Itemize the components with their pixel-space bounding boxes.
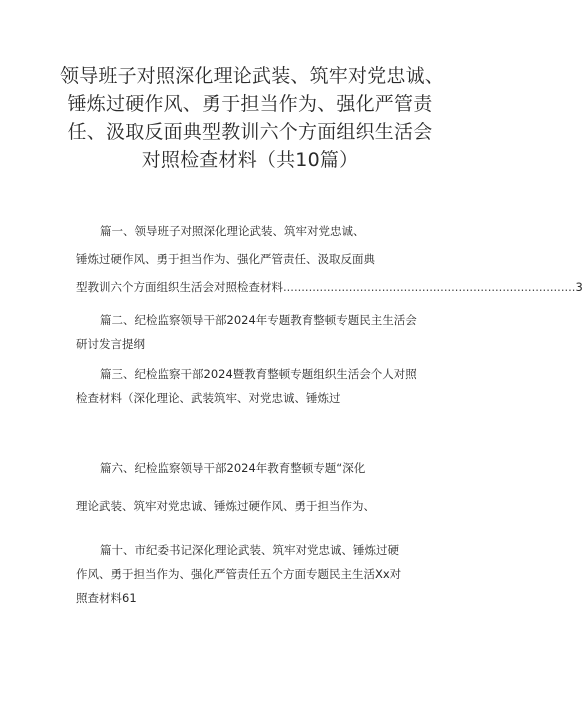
toc-entry-text: 检查材料（深化理论、武装筑牢、对党忠诚、锤炼过 xyxy=(76,391,341,405)
toc-entry-text: 照查材料61 xyxy=(76,591,137,605)
toc-entry-text: 篇三、纪检监察干部2024暨教育整顿专题组织生活会个人对照 xyxy=(100,367,417,381)
toc-entry-2[interactable] xyxy=(76,308,436,356)
toc-entry-3[interactable] xyxy=(76,362,436,410)
toc-leader-line xyxy=(76,273,583,301)
toc-entry-text: 作风、勇于担当作为、强化严管责任五个方面专题民主生活Xx对 xyxy=(76,567,402,581)
toc-entry-text: 锤炼过硬作风、勇于担当作为、强化严管责任、汲取反面典 xyxy=(76,252,375,266)
toc-entry-text: 型教训六个方面组织生活会对照检查材料 xyxy=(76,280,283,294)
toc-entry-text: 篇一、领导班子对照深化理论武装、筑牢对党忠诚、 xyxy=(100,224,365,238)
toc-entry-10[interactable] xyxy=(76,538,436,610)
toc-entry-text: 篇十、市纪委书记深化理论武装、筑牢对党忠诚、锤炼过硬 xyxy=(100,543,399,557)
toc-entry-text: 研讨发言提纲 xyxy=(76,337,145,351)
title-line: 锤炼过硬作风、勇于担当作为、强化严管责 xyxy=(67,93,433,115)
toc-entry-text: 理论武装、筑牢对党忠诚、锤炼过硬作风、勇于担当作为、 xyxy=(76,499,375,513)
toc-entry-1[interactable] xyxy=(76,217,583,301)
title-line: 任、汲取反面典型教训六个方面组织生活会 xyxy=(67,121,433,143)
document-title xyxy=(60,62,445,174)
title-line: 领导班子对照深化理论武装、筑牢对党忠诚、 xyxy=(60,65,445,87)
toc-entry-text: 篇六、纪检监察领导干部2024年教育整顿专题“深化 xyxy=(100,461,366,475)
toc-entry-6[interactable] xyxy=(76,449,436,525)
title-line: 对照检查材料（共10篇） xyxy=(141,149,359,171)
toc-entry-text: 篇二、纪检监察领导干部2024年专题教育整顿专题民主生活会 xyxy=(100,313,417,327)
toc-page-number: 3 xyxy=(575,280,583,294)
toc-dot-leader: ................................................................................ xyxy=(283,280,576,294)
